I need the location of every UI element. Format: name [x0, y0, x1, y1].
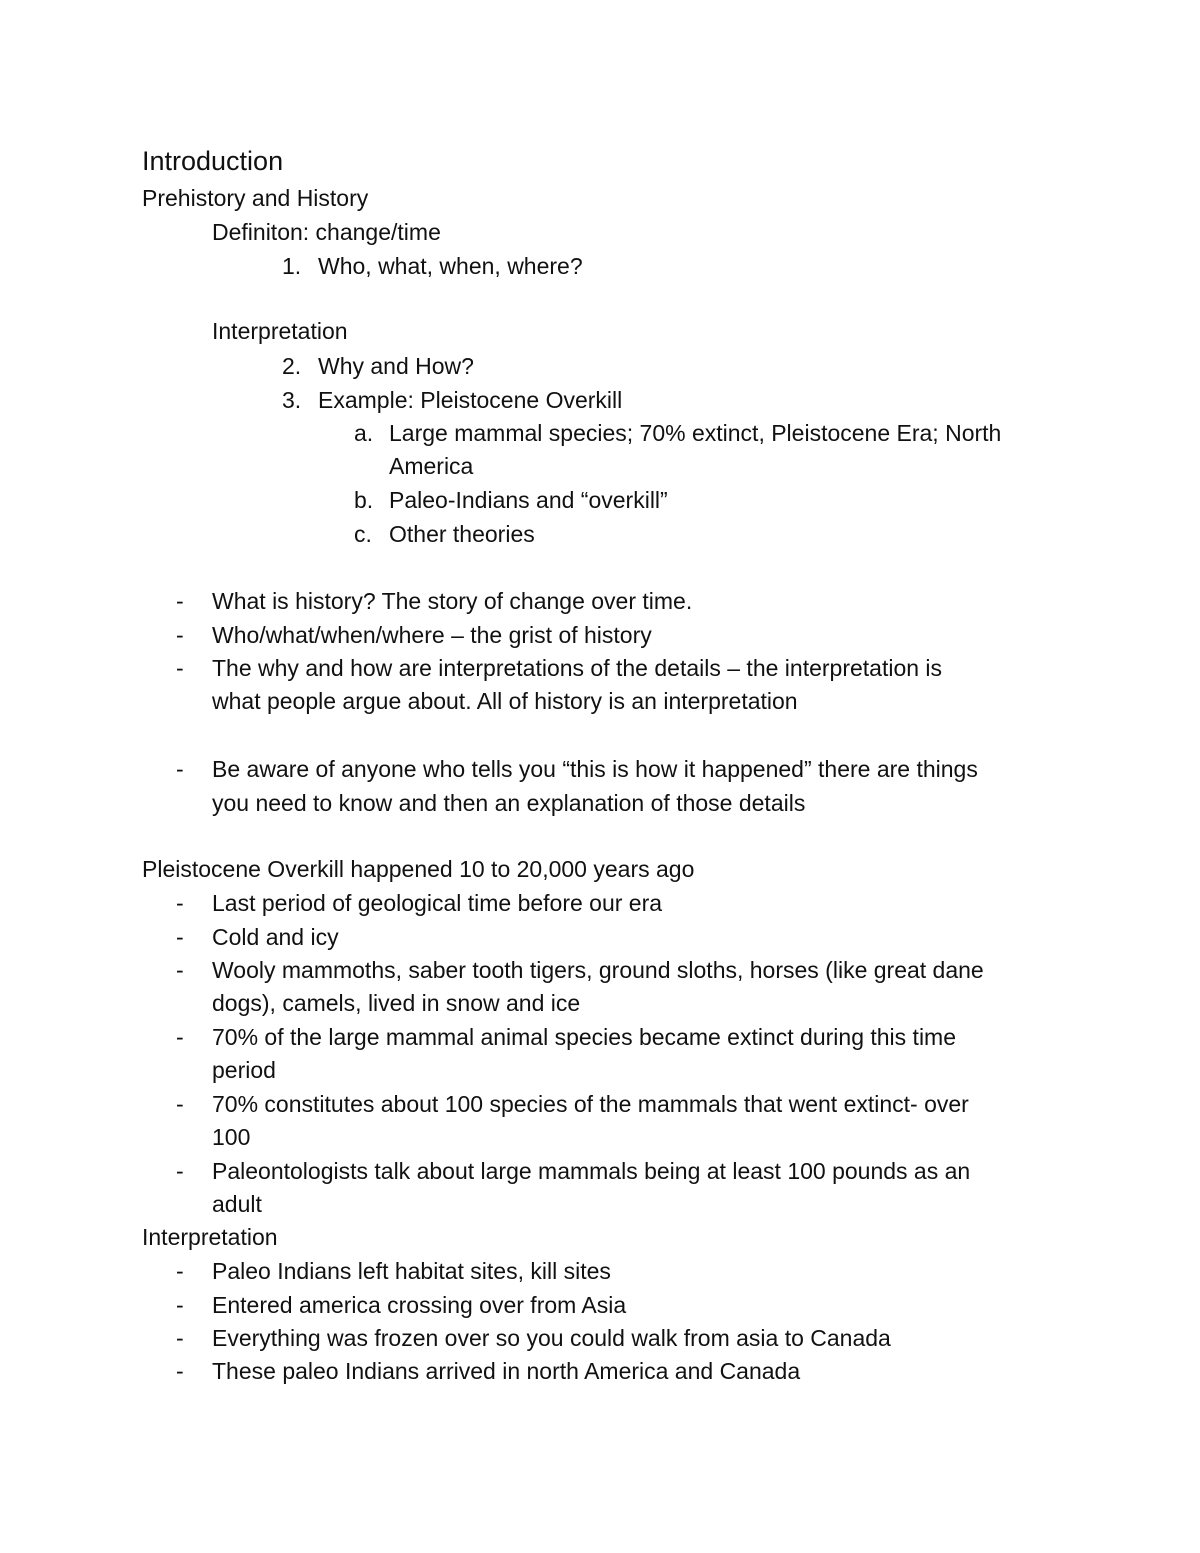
- bullet-dash: -: [176, 1258, 184, 1284]
- bullet-dash: -: [176, 957, 184, 983]
- interpretation-label: Interpretation: [212, 318, 348, 344]
- list-marker: 3.: [282, 387, 302, 413]
- overkill-heading: Pleistocene Overkill happened 10 to 20,000 years ago: [142, 856, 695, 882]
- sublist-marker: c.: [354, 521, 372, 547]
- bullet-dash: -: [176, 1292, 184, 1318]
- bullet-dash: -: [176, 1325, 184, 1351]
- bullet-text: Last period of geological time before our era: [212, 890, 663, 916]
- bullet-text: The why and how are interpretations of the details – the interpretation is: [212, 655, 943, 681]
- list-marker: 1.: [282, 253, 302, 279]
- bullet-text: Cold and icy: [212, 924, 339, 950]
- section-heading: Prehistory and History: [142, 185, 369, 211]
- bullet-text: Everything was frozen over so you could walk from asia to Canada: [212, 1325, 891, 1351]
- bullet-text-continuation: 100: [212, 1124, 251, 1150]
- document-title: Introduction: [142, 146, 284, 176]
- sublist-item: Paleo-Indians and “overkill”: [389, 487, 668, 513]
- bullet-dash: -: [176, 1091, 184, 1117]
- bullet-dash: -: [176, 756, 184, 782]
- list-item: Example: Pleistocene Overkill: [318, 387, 623, 413]
- bullet-dash: -: [176, 1158, 184, 1184]
- interpretation-heading: Interpretation: [142, 1224, 278, 1250]
- list-item: Who, what, when, where?: [318, 253, 583, 279]
- bullet-dash: -: [176, 890, 184, 916]
- bullet-text-continuation: period: [212, 1057, 276, 1083]
- bullet-text: These paleo Indians arrived in north America and Canada: [212, 1358, 801, 1384]
- bullet-dash: -: [176, 924, 184, 950]
- bullet-text: What is history? The story of change over time.: [212, 588, 693, 614]
- sublist-item-continuation: America: [389, 453, 474, 479]
- bullet-text: Paleo Indians left habitat sites, kill sites: [212, 1258, 611, 1284]
- bullet-text: Entered america crossing over from Asia: [212, 1292, 627, 1318]
- bullet-text-continuation: you need to know and then an explanation of those details: [212, 790, 806, 816]
- bullet-text: Who/what/when/where – the grist of history: [212, 622, 652, 648]
- sublist-item: Other theories: [389, 521, 535, 547]
- bullet-text: Paleontologists talk about large mammals being at least 100 pounds as an: [212, 1158, 971, 1184]
- sublist-item: Large mammal species; 70% extinct, Pleistocene Era; North: [389, 420, 1002, 446]
- bullet-dash: -: [176, 622, 184, 648]
- bullet-text-continuation: adult: [212, 1191, 262, 1217]
- bullet-text-continuation: dogs), camels, lived in snow and ice: [212, 990, 581, 1016]
- bullet-dash: -: [176, 588, 184, 614]
- bullet-text: 70% constitutes about 100 species of the mammals that went extinct- over: [212, 1091, 969, 1117]
- list-item: Why and How?: [318, 353, 474, 379]
- bullet-dash: -: [176, 655, 184, 681]
- sublist-marker: b.: [354, 487, 374, 513]
- definition-label: Definiton: change/time: [212, 219, 441, 245]
- bullet-text: Be aware of anyone who tells you “this is how it happened” there are things: [212, 756, 978, 782]
- bullet-text: 70% of the large mammal animal species became extinct during this time: [212, 1024, 957, 1050]
- sublist-marker: a.: [354, 420, 374, 446]
- bullet-dash: -: [176, 1358, 184, 1384]
- bullet-text: Wooly mammoths, saber tooth tigers, ground sloths, horses (like great dane: [212, 957, 984, 983]
- bullet-dash: -: [176, 1024, 184, 1050]
- list-marker: 2.: [282, 353, 302, 379]
- bullet-text-continuation: what people argue about. All of history is an interpretation: [212, 688, 798, 714]
